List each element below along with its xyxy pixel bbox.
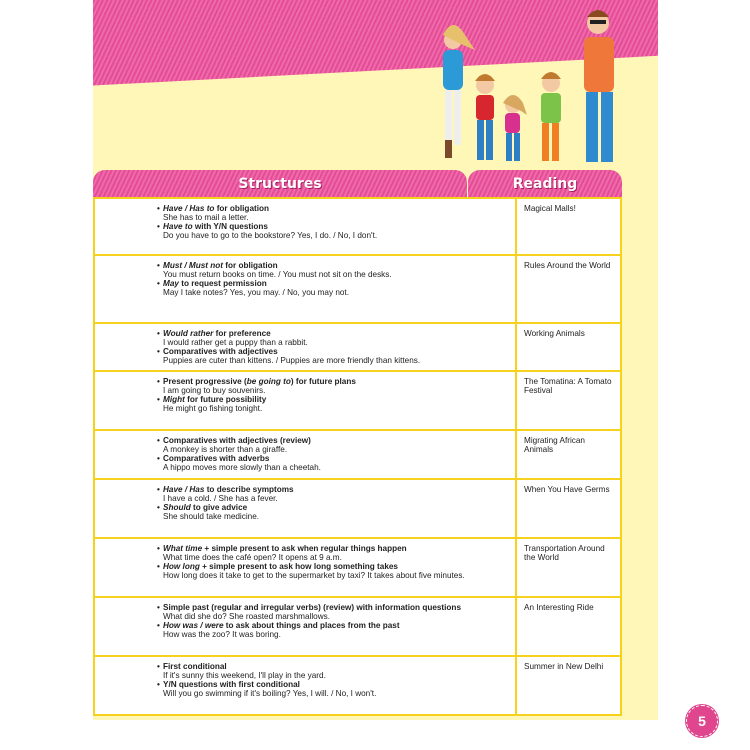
table-row — [94, 656, 621, 715]
bullet-icon: • — [157, 562, 160, 571]
structure-item — [157, 485, 509, 503]
reading-title: An Interesting Ride — [516, 597, 621, 656]
structure-item — [157, 680, 509, 698]
table-row — [94, 538, 621, 597]
structures-cell — [94, 479, 516, 538]
heading-part: to describe symptoms — [204, 485, 294, 494]
heading-part: Should — [163, 503, 191, 512]
heading-part: Must / Must not — [163, 261, 224, 270]
boy-red-figure — [475, 74, 495, 160]
structure-item — [157, 377, 509, 395]
heading-part: What time — [163, 544, 203, 553]
heading-part: Have to — [163, 222, 193, 231]
structure-heading — [157, 395, 266, 404]
example-sentence: She has to mail a letter. — [163, 213, 249, 222]
example-sentence: I would rather get a puppy than a rabbit. — [163, 338, 308, 347]
bullet-icon: • — [157, 436, 160, 445]
structure-item — [157, 395, 509, 413]
bullet-icon: • — [157, 222, 160, 231]
bullet-icon: • — [157, 279, 160, 288]
heading-part: ) for future plans — [290, 377, 356, 386]
bullet-icon: • — [157, 485, 160, 494]
table-row — [94, 479, 621, 538]
structure-heading — [157, 662, 227, 671]
bullet-icon: • — [157, 204, 160, 213]
structure-heading — [157, 603, 461, 612]
structure-heading — [157, 485, 294, 494]
mother-figure — [443, 25, 475, 158]
structure-item — [157, 222, 509, 240]
heading-part: to ask about things and places from the past — [223, 621, 400, 630]
page-number-badge: 5 — [686, 705, 718, 737]
heading-part: Y/N questions with first conditional — [163, 680, 300, 689]
heading-part: to request permission — [178, 279, 267, 288]
bullet-icon: • — [157, 395, 160, 404]
table-row — [94, 597, 621, 656]
bullet-icon: • — [157, 377, 160, 386]
structure-item — [157, 279, 509, 297]
reading-title: Transportation Around the World — [516, 538, 621, 597]
example-sentence: How was the zoo? It was boring. — [163, 630, 281, 639]
structure-heading — [157, 680, 300, 689]
structure-item — [157, 261, 509, 279]
heading-part: Might — [163, 395, 185, 404]
example-sentence: What did she do? She roasted marshmallows. — [163, 612, 331, 621]
syllabus-page — [93, 0, 706, 729]
structure-heading — [157, 222, 268, 231]
heading-part: for obligation — [214, 204, 269, 213]
reading-title: When You Have Germs — [516, 479, 621, 538]
bullet-icon: • — [157, 603, 160, 612]
structure-item — [157, 503, 509, 521]
structure-item — [157, 347, 509, 365]
heading-part: How long — [163, 562, 200, 571]
example-sentence: She should take medicine. — [163, 512, 260, 521]
structure-heading — [157, 261, 278, 270]
example-sentence: He might go fishing tonight. — [163, 404, 263, 413]
column-header-structures: Structures — [93, 170, 467, 198]
table-row — [94, 255, 621, 323]
heading-part: with Y/N questions — [192, 222, 268, 231]
example-sentence: What time does the café open? It opens at 9 a.m. — [163, 553, 342, 562]
structure-heading — [157, 377, 356, 386]
girl-pink-figure — [503, 95, 527, 161]
bullet-icon: • — [157, 503, 160, 512]
structures-cell — [94, 656, 516, 715]
heading-part: Simple past (regular and irregular verbs) (review) with information questions — [163, 603, 461, 612]
bullet-icon: • — [157, 621, 160, 630]
structures-cell — [94, 597, 516, 656]
bullet-icon: • — [157, 680, 160, 689]
heading-part: Comparatives with adjectives — [163, 347, 278, 356]
heading-part: to give advice — [190, 503, 248, 512]
column-header-reading: Reading — [468, 170, 622, 198]
heading-part: be going to — [246, 377, 291, 386]
structures-cell — [94, 538, 516, 597]
father-figure — [584, 10, 614, 162]
example-sentence: I am going to buy souvenirs. — [163, 386, 266, 395]
structures-cell — [94, 371, 516, 430]
heading-part: for obligation — [223, 261, 278, 270]
boy-green-figure — [541, 72, 561, 161]
bullet-icon: • — [157, 662, 160, 671]
bullet-icon: • — [157, 544, 160, 553]
bullet-icon: • — [157, 261, 160, 270]
heading-part: How was / were — [163, 621, 224, 630]
heading-part: + simple present to ask when regular things happen — [202, 544, 407, 553]
example-sentence: May I take notes? Yes, you may. / No, you may not. — [163, 288, 349, 297]
example-sentence: How long does it take to get to the supermarket by taxi? It takes about five minutes. — [163, 571, 465, 580]
structure-item — [157, 562, 509, 580]
structure-heading — [157, 503, 247, 512]
table-row — [94, 430, 621, 479]
structures-cell — [94, 255, 516, 323]
heading-part: Have / Has — [163, 485, 205, 494]
table-row — [94, 371, 621, 430]
heading-part: Would rather — [163, 329, 214, 338]
heading-part: + simple present to ask how long something takes — [199, 562, 398, 571]
heading-part: Comparatives with adverbs — [163, 454, 270, 463]
structure-item — [157, 621, 509, 639]
structure-heading — [157, 621, 400, 630]
reading-title: Rules Around the World — [516, 255, 621, 323]
reading-title: Summer in New Delhi — [516, 656, 621, 715]
structure-heading — [157, 544, 407, 553]
heading-part: Present progressive ( — [163, 377, 247, 386]
table-row — [94, 323, 621, 371]
heading-part: Comparatives with adjectives (review) — [163, 436, 311, 445]
reading-title: The Tomatina: A Tomato Festival — [516, 371, 621, 430]
bullet-icon: • — [157, 454, 160, 463]
heading-part: First conditional — [163, 662, 227, 671]
bullet-icon: • — [157, 329, 160, 338]
heading-part: Have / Has to — [163, 204, 215, 213]
heading-part: May — [163, 279, 179, 288]
heading-part: for preference — [213, 329, 271, 338]
example-sentence: Puppies are cuter than kittens. / Puppies are more friendly than kittens. — [163, 356, 421, 365]
example-sentence: A monkey is shorter than a giraffe. — [163, 445, 288, 454]
example-sentence: I have a cold. / She has a fever. — [163, 494, 278, 503]
bullet-icon: • — [157, 347, 160, 356]
example-sentence: You must return books on time. / You must not sit on the desks. — [163, 270, 392, 279]
structure-heading — [157, 204, 269, 213]
structure-item — [157, 662, 509, 680]
structure-heading — [157, 454, 269, 463]
structures-cell — [94, 323, 516, 371]
syllabus-table — [93, 197, 622, 716]
structure-heading — [157, 436, 311, 445]
reading-title: Migrating African Animals — [516, 430, 621, 479]
structures-cell — [94, 430, 516, 479]
structure-item — [157, 454, 509, 472]
example-sentence: Do you have to go to the bookstore? Yes, I do. / No, I don't. — [163, 231, 378, 240]
structure-item — [157, 436, 509, 454]
structure-heading — [157, 562, 398, 571]
example-sentence: Will you go swimming if it's boiling? Yes, I will. / No, I won't. — [163, 689, 377, 698]
family-illustration — [423, 5, 658, 175]
reading-title: Magical Malls! — [516, 198, 621, 255]
heading-part: for future possibility — [184, 395, 267, 404]
reading-title: Working Animals — [516, 323, 621, 371]
example-sentence: A hippo moves more slowly than a cheetah. — [163, 463, 321, 472]
structure-heading — [157, 347, 278, 356]
structure-item — [157, 544, 509, 562]
structure-item — [157, 329, 509, 347]
structures-cell — [94, 198, 516, 255]
structure-heading — [157, 329, 271, 338]
structure-item — [157, 204, 509, 222]
structure-heading — [157, 279, 267, 288]
table-row — [94, 198, 621, 255]
example-sentence: If it's sunny this weekend, I'll play in the yard. — [163, 671, 326, 680]
structure-item — [157, 603, 509, 621]
